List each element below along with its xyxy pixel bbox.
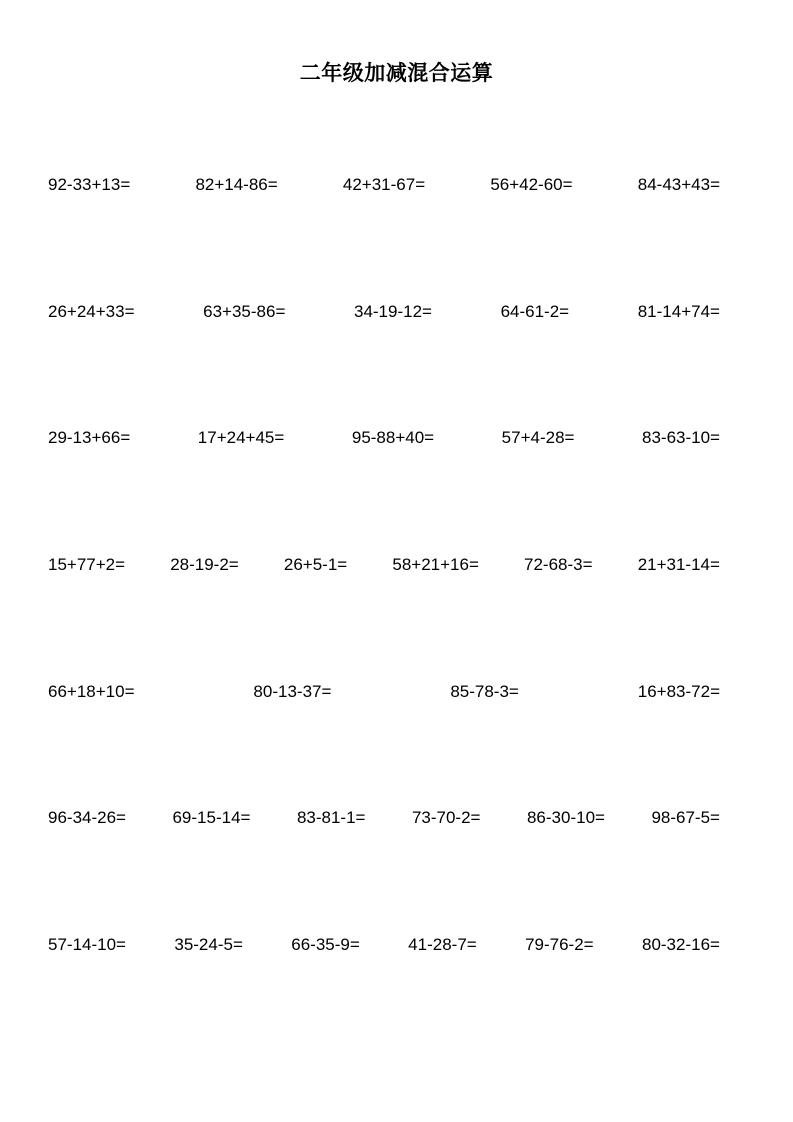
problem-row (48, 553, 720, 577)
math-problem: 34-19-12= (353, 302, 432, 321)
math-problem: 81-14+74= (637, 302, 720, 321)
math-problem: 26+5-1= (283, 555, 348, 574)
problem-row (48, 933, 720, 957)
math-problem: 96-34-26= (48, 808, 126, 827)
math-problem: 92-33+13= (48, 175, 131, 194)
math-problem: 66+18+10= (48, 682, 135, 701)
math-problem: 73-70-2= (411, 808, 481, 827)
math-problem: 41-28-7= (408, 935, 477, 954)
math-problem: 16+83-72= (637, 682, 720, 701)
math-problem: 63+35-86= (203, 302, 286, 321)
problem-row (48, 680, 720, 704)
math-problem: 35-24-5= (174, 935, 243, 954)
math-problem: 82+14-86= (195, 175, 278, 194)
problem-row (48, 426, 720, 450)
math-problem: 57+4-28= (501, 428, 575, 447)
math-problem: 66-35-9= (291, 935, 360, 954)
math-problem: 80-13-37= (253, 682, 332, 701)
math-problem: 98-67-5= (651, 808, 720, 827)
math-problem: 84-43+43= (637, 175, 720, 194)
page-title: 二年级加减混合运算 (299, 61, 494, 85)
math-problem: 85-78-3= (450, 682, 519, 701)
math-problem: 17+24+45= (197, 428, 285, 447)
math-problem: 86-30-10= (526, 808, 605, 827)
math-problem: 58+21+16= (392, 555, 479, 574)
math-problem: 95-88+40= (351, 428, 435, 447)
math-problem: 57-14-10= (48, 935, 126, 954)
math-problem: 42+31-67= (342, 175, 426, 194)
math-problem: 83-81-1= (296, 808, 366, 827)
math-problem: 28-19-2= (170, 555, 239, 574)
math-problem: 15+77+2= (48, 555, 126, 574)
math-problem: 72-68-3= (524, 555, 593, 574)
problem-row (48, 173, 720, 197)
math-problem: 69-15-14= (172, 808, 251, 827)
math-problem: 79-76-2= (525, 935, 594, 954)
math-problem: 21+31-14= (637, 555, 720, 574)
problem-row (48, 300, 720, 324)
math-problem: 26+24+33= (48, 302, 135, 321)
math-problem: 83-63-10= (642, 428, 720, 447)
math-problem: 64-61-2= (500, 302, 570, 321)
math-problem: 80-32-16= (641, 935, 720, 954)
math-problem: 29-13+66= (48, 428, 131, 447)
math-problem: 56+42-60= (490, 175, 573, 194)
problem-row (48, 806, 720, 830)
